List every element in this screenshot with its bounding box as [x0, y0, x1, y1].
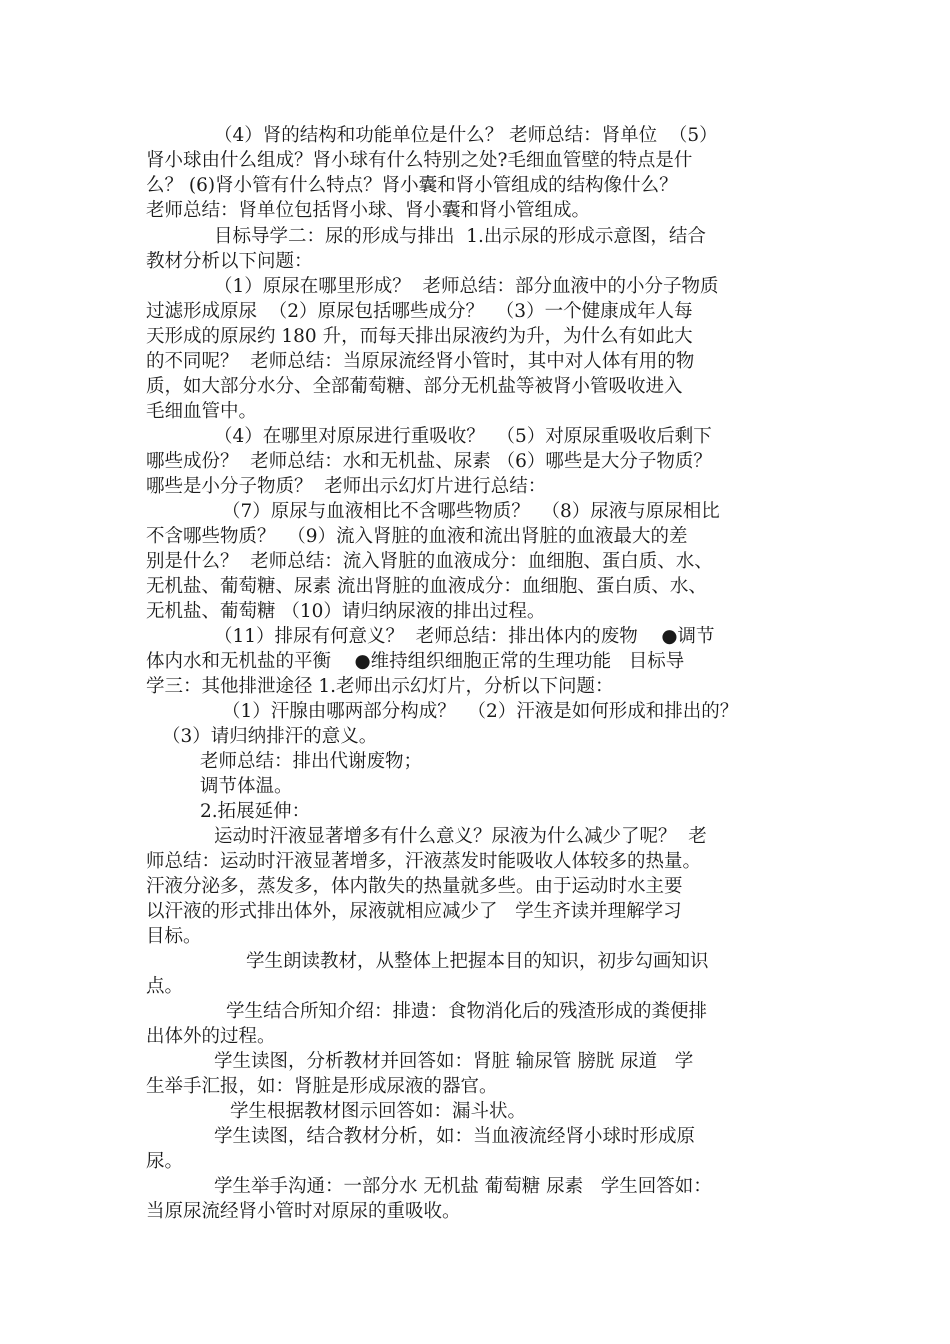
text-line: 学生结合所知介绍：排遗：食物消化后的残渣形成的粪便排 [226, 1001, 708, 1022]
text-line: 调节体温。 [200, 776, 293, 797]
text-line: 师总结：运动时汗液显著增多，汗液蒸发时能吸收人体较多的热量。 [146, 851, 702, 872]
text-line: 学生根据教材图示回答如：漏斗状。 [230, 1101, 527, 1122]
text-line: 无机盐、葡萄糖、尿素 流出肾脏的血液成分：血细胞、蛋白质、水、 [146, 576, 707, 597]
text-line: 目标导学二：尿的形成与排出 1.出示尿的形成示意图，结合 [214, 226, 706, 247]
text-line: 学生读图，分析教材并回答如：肾脏 输尿管 膀胱 尿道 学 [214, 1051, 694, 1072]
text-line: 老师总结：排出代谢废物； [200, 751, 423, 772]
text-line: 肾小球由什么组成？肾小球有什么特别之处?毛细血管壁的特点是什 [146, 150, 693, 171]
text-line: 目标。 [146, 926, 202, 947]
text-line: 教材分析以下问题： [146, 251, 313, 272]
text-line: （1）原尿在哪里形成？ 老师总结：部分血液中的小分子物质 [214, 276, 719, 297]
text-line: 质，如大部分水分、全部葡萄糖、部分无机盐等被肾小管吸收进入 [146, 376, 683, 397]
text-line: 汗液分泌多，蒸发多，体内散失的热量就多些。由于运动时水主要 [146, 876, 683, 897]
text-line: 学生举手沟通：一部分水 无机盐 葡萄糖 尿素 学生回答如： [214, 1176, 712, 1197]
text-line: 学生读图，结合教材分析，如：当血液流经肾小球时形成原 [214, 1126, 696, 1147]
text-line: 生举手汇报，如：肾脏是形成尿液的器官。 [146, 1076, 498, 1097]
text-line: 哪些成份？ 老师总结：水和无机盐、尿素 （6）哪些是大分子物质？ [146, 451, 712, 472]
text-line: 以汗液的形式排出体外，尿液就相应减少了 学生齐读并理解学习 [146, 901, 682, 922]
text-line: （4）肾的结构和功能单位是什么？ 老师总结：肾单位 （5） [214, 125, 718, 146]
text-line: 学生朗读教材，从整体上把握本目的知识，初步勾画知识 [246, 951, 709, 972]
text-line: 老师总结：肾单位包括肾小球、肾小囊和肾小管组成。 [146, 200, 591, 221]
text-line: 无机盐、葡萄糖 （10）请归纳尿液的排出过程。 [146, 601, 546, 622]
text-line: 学三：其他排泄途径 1.老师出示幻灯片，分析以下问题： [146, 676, 614, 697]
text-line: 别是什么？ 老师总结：流入肾脏的血液成分：血细胞、蛋白质、水、 [146, 551, 713, 572]
text-line: 天形成的原尿约 180 升，而每天排出尿液约为升，为什么有如此大 [146, 326, 693, 347]
text-line: 体内水和无机盐的平衡 ●维持组织细胞正常的生理功能 目标导 [146, 651, 685, 672]
text-line: 运动时汗液显著增多有什么意义？尿液为什么减少了呢？ 老 [214, 826, 707, 847]
text-line: 出体外的过程。 [146, 1026, 276, 1047]
text-line: 当原尿流经肾小管时对原尿的重吸收。 [146, 1201, 461, 1222]
text-line: 点。 [146, 976, 184, 997]
text-line: （7）原尿与血液相比不含哪些物质？ （8）尿液与原尿相比 [222, 501, 720, 522]
text-line: 哪些是小分子物质？ 老师出示幻灯片进行总结： [146, 476, 547, 497]
text-line: 2.拓展延伸： [200, 801, 311, 822]
text-line: 的不同呢？ 老师总结：当原尿流经肾小管时，其中对人体有用的物 [146, 351, 695, 372]
text-line: 不含哪些物质？ （9）流入肾脏的血液和流出肾脏的血液最大的差 [146, 526, 688, 547]
text-line: （4）在哪里对原尿进行重吸收？ （5）对原尿重吸收后剩下 [214, 426, 712, 447]
text-line: （3）请归纳排汗的意义。 [162, 726, 378, 747]
text-line: 么？ (6)肾小管有什么特点？肾小囊和肾小管组成的结构像什么？ [146, 175, 678, 196]
text-line: （11）排尿有何意义？ 老师总结：排出体内的废物 ●调节 [214, 626, 715, 647]
text-line: 毛细血管中。 [146, 401, 258, 422]
text-line: 过滤形成原尿 （2）原尿包括哪些成分？ （3）一个健康成年人每 [146, 301, 693, 322]
text-line: （1）汗腺由哪两部分构成？ （2）汗液是如何形成和排出的？ [222, 701, 739, 722]
text-line: 尿。 [146, 1151, 184, 1172]
